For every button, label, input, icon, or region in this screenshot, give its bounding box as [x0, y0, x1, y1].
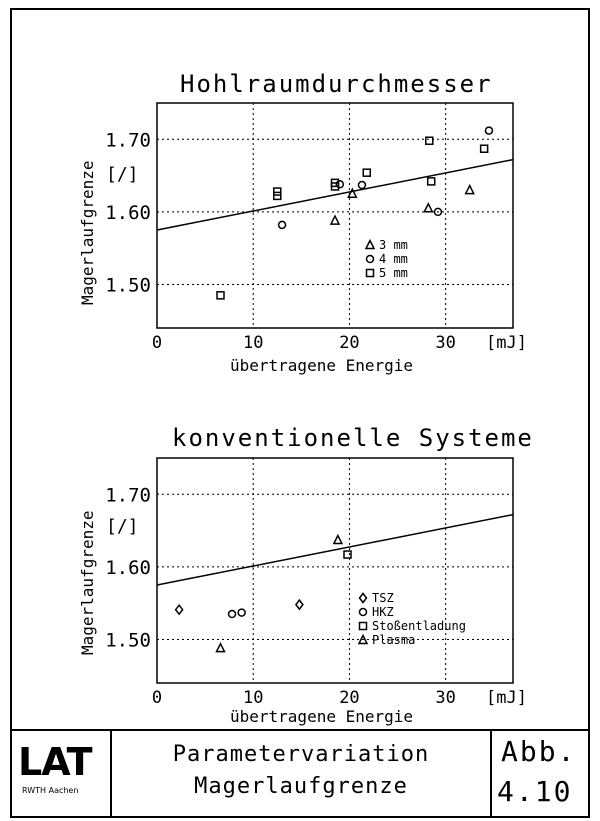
legend-marker-triangle	[366, 241, 374, 249]
chart2-ylabel: Magerlaufgrenze	[78, 510, 97, 655]
data-point-square	[481, 145, 488, 152]
legend-label: 4 mm	[379, 252, 408, 266]
chart2-yunit: [/]	[106, 516, 139, 537]
chart2-xlabel: übertragene Energie	[230, 707, 414, 726]
legend-marker-square	[360, 623, 367, 630]
y-tick-label: 1.50	[105, 629, 151, 652]
chart2-title: konventionelle Systeme	[172, 424, 534, 452]
trend-line	[157, 160, 513, 230]
chart1-xlabel: übertragene Energie	[230, 356, 414, 375]
data-point-square	[274, 188, 281, 195]
figure-number: 4.10	[497, 775, 573, 808]
chart1-yunit: [/]	[106, 164, 139, 185]
trend-line	[157, 515, 513, 585]
y-tick-label: 1.70	[105, 484, 151, 507]
y-tick-label: 1.70	[105, 129, 151, 152]
data-point-square	[426, 137, 433, 144]
legend-marker-square	[367, 270, 374, 277]
x-unit-label: [mJ]	[486, 333, 527, 353]
y-tick-label: 1.60	[105, 201, 151, 224]
data-point-square	[344, 551, 351, 558]
legend-label: HKZ	[372, 605, 394, 619]
data-point-circle	[358, 182, 365, 189]
lat-logo-subtitle: RWTH Aachen	[22, 786, 79, 795]
x-tick-label: 30	[435, 333, 456, 353]
chart-hohlraumdurchmesser	[105, 103, 527, 353]
data-point-square	[363, 169, 370, 176]
legend-label: Stoßentladung	[372, 619, 466, 633]
data-point-circle	[485, 127, 492, 134]
legend-label: Plasma	[372, 633, 416, 647]
lat-logo: LAT	[18, 740, 92, 784]
x-tick-label: 0	[151, 688, 163, 708]
legend-marker-circle	[360, 609, 367, 616]
x-tick-label: 10	[242, 333, 264, 353]
data-point-triangle	[217, 644, 225, 652]
data-point-circle	[229, 611, 236, 618]
data-point-diamond	[176, 605, 183, 614]
data-point-square	[274, 192, 281, 199]
figure-label: Abb.	[501, 735, 577, 768]
data-point-triangle	[334, 536, 342, 544]
data-point-circle	[238, 609, 245, 616]
chart-konventionelle-systeme	[105, 458, 527, 708]
x-tick-label: 20	[339, 333, 360, 353]
x-unit-label: [mJ]	[486, 688, 527, 708]
chart1-title: Hohlraumdurchmesser	[180, 70, 493, 98]
x-tick-label: 30	[435, 688, 456, 708]
legend-label: TSZ	[372, 591, 394, 605]
data-point-square	[428, 178, 435, 185]
x-tick-label: 20	[339, 688, 360, 708]
legend-label: 5 mm	[379, 266, 408, 280]
chart1-ylabel: Magerlaufgrenze	[78, 160, 97, 305]
footer-title-line1: Parametervariation	[172, 742, 430, 767]
legend-label: 3 mm	[379, 238, 408, 252]
data-point-diamond	[296, 600, 303, 609]
data-point-triangle	[466, 186, 474, 194]
data-point-triangle	[424, 204, 432, 212]
data-point-triangle	[331, 216, 339, 224]
y-tick-label: 1.50	[105, 274, 151, 297]
footer-title-line2: Magerlaufgrenze	[194, 774, 408, 799]
x-tick-label: 10	[242, 688, 264, 708]
legend-marker-diamond	[360, 594, 367, 603]
plot-area	[157, 458, 513, 683]
legend-marker-circle	[367, 256, 374, 263]
data-point-square	[217, 292, 224, 299]
y-tick-label: 1.60	[105, 556, 151, 579]
data-point-circle	[279, 221, 286, 228]
x-tick-label: 0	[151, 333, 163, 353]
